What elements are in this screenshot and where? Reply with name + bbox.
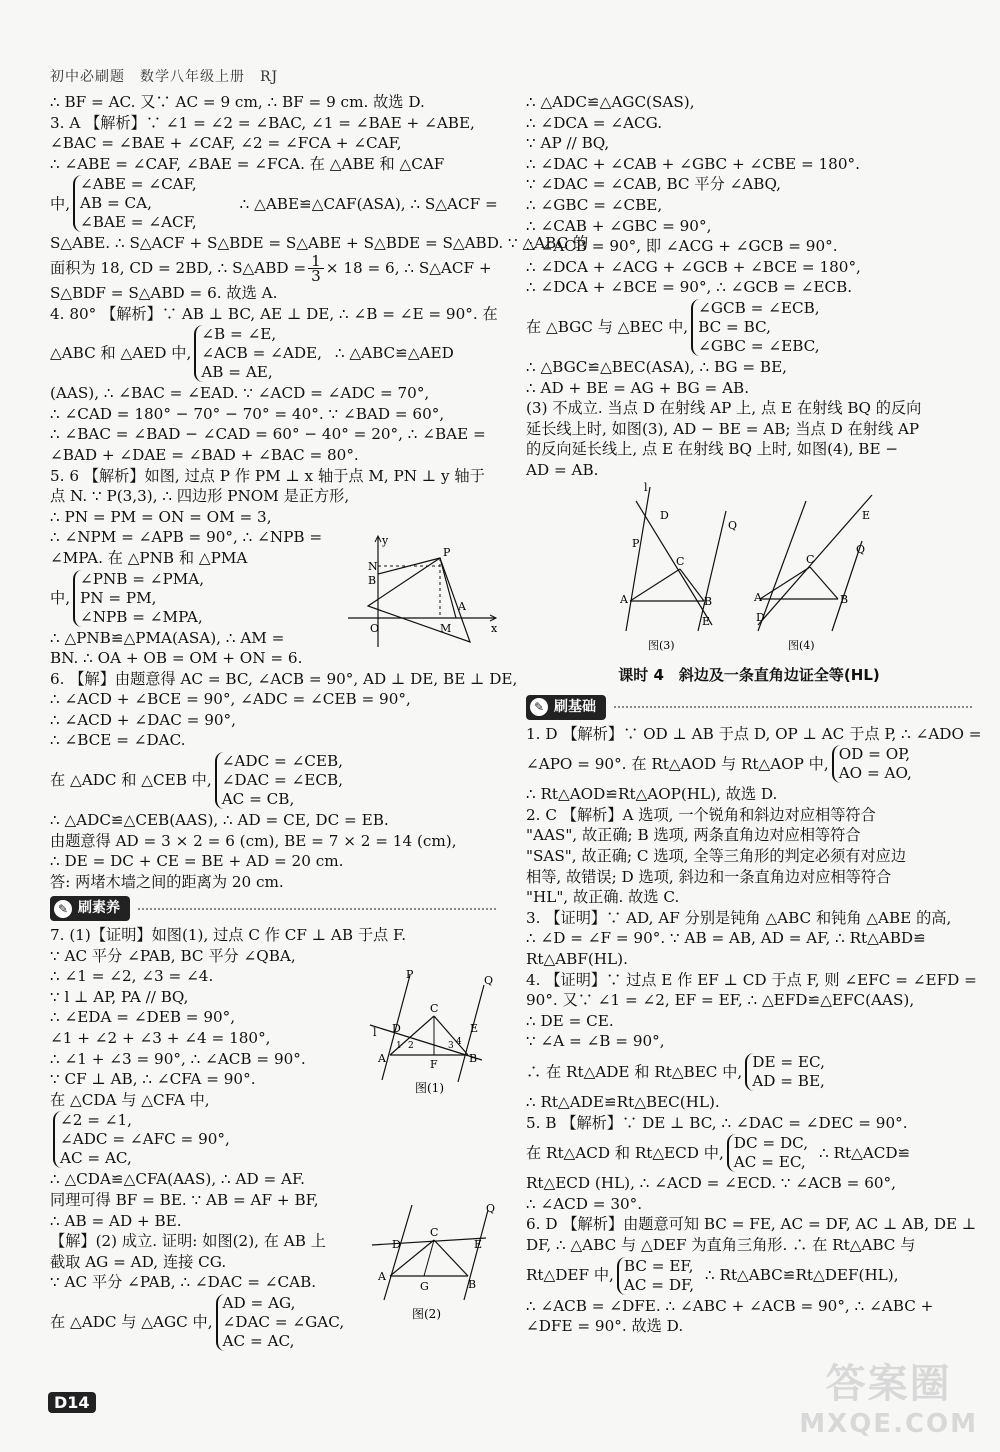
equation-system xyxy=(745,1053,825,1091)
system-row: ∠NPB = ∠MPA, xyxy=(80,607,203,626)
text-line: ∴ AD + BE = AG + BG = AB. xyxy=(526,378,750,397)
text-line: ∴ Rt△AOD≌Rt△AOP(HL), 故选 D. xyxy=(526,785,778,804)
text-line: ∴ Rt△ADE≌Rt△BEC(HL). xyxy=(526,1093,720,1111)
system-row: AD = BE, xyxy=(752,1072,825,1090)
text-line: 1. D 【解析】∵ OD ⊥ AB 于点 D, OP ⊥ AC 于点 P, ∴ ∠ADO = xyxy=(526,724,982,743)
label-d: D xyxy=(660,508,669,522)
equation-system-line xyxy=(50,1110,496,1169)
equation-system xyxy=(832,745,912,783)
text-line: 90°. 又∵ ∠1 = ∠2, EF = EF, ∴ △EFD≌△EFC(AAS), xyxy=(526,991,915,1010)
fraction-numerator: 1 xyxy=(308,254,324,269)
text-line: 6. 【解】由题意得 AC = BC, ∠ACB = 90°, AD ⊥ DE, BE ⊥ DE, xyxy=(50,669,518,688)
text-line: ∴ ∠DAC + ∠CAB + ∠GBC + ∠CBE = 180°. xyxy=(526,154,860,173)
figure-4 xyxy=(753,495,872,652)
label-y: y xyxy=(382,534,389,547)
figure-3 xyxy=(619,481,737,652)
label-d: D xyxy=(392,1238,401,1251)
text-line: ∵ l ⊥ AP, PA // BQ, xyxy=(50,987,189,1006)
text-line: (3) 不成立. 当点 D 在射线 AP 上, 点 E 在射线 BQ 的反向 xyxy=(526,399,922,418)
system-row: AC = DF, xyxy=(623,1275,695,1294)
label-b: B xyxy=(840,592,849,606)
text-fragment: ∴ △ABC≌△AED xyxy=(334,344,454,363)
label-f: F xyxy=(430,1058,438,1071)
label-a: A xyxy=(620,592,628,606)
label-b: B xyxy=(468,1278,477,1291)
system-row: ∠ADC = ∠CEB, xyxy=(221,752,343,771)
section-banner xyxy=(526,695,606,720)
text-line: ∴ ∠D = ∠F = 90°. ∵ AB = AB, AD = AF, ∴ Rt△ABD≌ xyxy=(526,929,926,948)
text-line: "AAS", 故正确; B 选项, 两条直角边对应相等符合 xyxy=(526,826,861,845)
label-l: l xyxy=(644,480,648,494)
label-q: Q xyxy=(728,518,738,532)
equation-system xyxy=(194,325,322,382)
text-fragment: 面积为 18, CD = 2BD, ∴ S△ABD = xyxy=(50,259,307,278)
text-line: 点 N. ∵ P(3,3), ∴ 四边形 PNOM 是正方形, xyxy=(50,487,350,506)
label-e: E xyxy=(470,1022,479,1035)
system-row: AB = CA, xyxy=(80,194,152,213)
text-line: ∴ △ADC≌△CEB(AAS), ∴ AD = CE, DC = EB. xyxy=(50,811,389,830)
equation-system-line xyxy=(50,324,496,383)
text-line: ∴ ∠DCA = ∠ACG. xyxy=(526,113,663,132)
text-line: 3. 【证明】∵ AD, AF 分别是钝角 △ABC 和钝角 △ABE 的高, xyxy=(526,908,952,927)
text-fragment: ∴ 在 Rt△ADE 和 Rt△BEC 中, xyxy=(526,1062,743,1081)
text-line: ∴ ∠CAD = 180° − 70° − 70° = 40°. ∵ ∠BAD = 60°, xyxy=(50,404,445,423)
running-header: 初中必刷题 数学八年级上册 RJ xyxy=(50,69,279,85)
text-line: ∴ ∠ACD + ∠BCE = 90°, ∠ADC = ∠CEB = 90°, xyxy=(50,690,411,709)
equation-system xyxy=(73,570,204,627)
label-q: Q xyxy=(484,974,494,987)
text-fragment: ∠APO = 90°. 在 Rt△AOD 与 Rt△AOP 中, xyxy=(526,754,829,773)
equation-system xyxy=(216,1294,345,1351)
system-row: ∠PNB = ∠PMA, xyxy=(80,569,205,588)
text-line: ∴ ∠EDA = ∠DEB = 90°, xyxy=(50,1008,236,1027)
label-a: A xyxy=(378,1052,386,1065)
pencil-icon: ✎ xyxy=(530,698,548,716)
text-line: ∴ AB = AD + BE. xyxy=(50,1211,182,1230)
text-line: 同理可得 BF = BE. ∵ AB = AF + BF, xyxy=(50,1190,319,1209)
text-line: ∴ ∠ABE = ∠CAF, ∠BAE = ∠FCA. 在 △ABE 和 △CAF xyxy=(50,154,445,173)
equation-system xyxy=(727,1134,808,1172)
system-row: OD = OP, xyxy=(838,745,911,764)
label-a: A xyxy=(458,600,466,613)
label-e: E xyxy=(474,1238,483,1251)
system-row: AB = AE, xyxy=(201,363,273,382)
text-line: ∠MPA. 在 △PNB 和 △PMA xyxy=(50,548,248,567)
label-p: P xyxy=(406,968,414,981)
equation-system-line xyxy=(526,1052,972,1092)
figure-2 xyxy=(372,1200,500,1328)
text-fragment: 在 △ADC 与 △AGC 中, xyxy=(50,1313,213,1332)
figure-1 xyxy=(370,970,500,1100)
text-fragment: △ABC 和 △AED 中, xyxy=(50,344,192,363)
text-line: ∴ ∠NPM = ∠APB = 90°, ∴ ∠NPB = xyxy=(50,528,323,547)
angle-1: 1 xyxy=(396,1041,402,1051)
watermark-url: MXQE.COM xyxy=(799,1409,978,1439)
label-m: M xyxy=(440,622,452,635)
text-line: ∴ ∠1 + ∠3 = 90°, ∴ ∠ACB = 90°. xyxy=(50,1049,306,1068)
system-prefix: 中, xyxy=(50,194,71,213)
label-n: N xyxy=(368,560,378,573)
text-line: ∴ △PNB≌△PMA(ASA), ∴ AM = xyxy=(50,628,285,647)
text-line: 由题意得 AD = 3 × 2 = 6 (cm), BE = 7 × 2 = 14 (cm), xyxy=(50,831,457,850)
text-line: ∴ ∠BCE = ∠DAC. xyxy=(50,731,186,750)
text-line: 5. 6 【解析】如图, 过点 P 作 PM ⊥ x 轴于点 M, PN ⊥ y 轴于 xyxy=(50,466,485,485)
text-line: ∴ ∠DCA + ∠ACG + ∠GCB + ∠BCE = 180°, xyxy=(526,257,861,276)
q5-coordinate-figure xyxy=(348,532,498,650)
text-fragment: 在 △BGC 与 △BEC 中, xyxy=(526,318,689,337)
system-row: PN = PM, xyxy=(80,588,157,607)
label-b: B xyxy=(469,1052,478,1065)
text-line: 相等, 故错误; D 选项, 斜边和一条直角边对应相等符合 xyxy=(526,867,892,886)
text-line: ∴ △CDA≌△CFA(AAS), ∴ AD = AF. xyxy=(50,1170,305,1189)
text-line: AD = AB. xyxy=(526,460,599,479)
text-line: (AAS), ∴ ∠BAC = ∠EAD. ∵ ∠ACD = ∠ADC = 70°, xyxy=(50,384,430,403)
text-line: Rt△ABF(HL). xyxy=(526,950,628,969)
equation-system-line xyxy=(526,1133,972,1173)
text-line: 2. C 【解析】A 选项, 一个锐角和斜边对应相等符合 xyxy=(526,805,876,824)
text-line: 延长线上时, 如图(3), AD − BE = AB; 当点 D 在射线 AP xyxy=(526,419,920,438)
text-line: 答: 两堵木墙之间的距离为 20 cm. xyxy=(50,872,284,891)
text-line: 【解】(2) 成立. 证明: 如图(2), 在 AB 上 xyxy=(50,1232,326,1251)
figure-caption: 图(1) xyxy=(415,1081,444,1095)
label-c: C xyxy=(430,1226,439,1239)
right-column xyxy=(526,92,982,1337)
equation-system-line xyxy=(50,751,496,810)
system-row: BC = BC, xyxy=(698,317,771,336)
figure-caption: 图(2) xyxy=(412,1307,441,1321)
angle-4: 4 xyxy=(456,1037,462,1047)
watermark xyxy=(799,1352,978,1439)
text-line: Rt△ECD (HL), ∴ ∠ACD = ∠ECD. ∵ ∠ACB = 60°, xyxy=(526,1174,896,1193)
text-line: ∠BAC = ∠BAE + ∠CAF, ∠2 = ∠FCA + ∠CAF, xyxy=(50,134,402,153)
system-row: DC = DC, xyxy=(733,1134,809,1153)
text-line: 4. 80° 【解析】∵ AB ⊥ BC, AE ⊥ DE, ∴ ∠B = ∠E = 90°. 在 xyxy=(50,304,498,323)
text-fragment: 中, xyxy=(50,588,71,607)
label-a: A xyxy=(754,590,762,604)
text-line: 5. B 【解析】∵ DE ⊥ BC, ∴ ∠DAC = ∠DEC = 90°. xyxy=(526,1113,908,1132)
text-line: S△BDF = S△ABD = 6. 故选 A. xyxy=(50,283,278,302)
angle-2: 2 xyxy=(408,1041,414,1051)
text-line: ∴ △ADC≌△AGC(SAS), xyxy=(526,93,695,111)
text-line: ∴ ∠ACB = 90°, 即 ∠ACG + ∠GCB = 90°. xyxy=(526,237,838,256)
system-row: ∠GBC = ∠EBC, xyxy=(698,336,820,355)
text-line: ∴ DE = CE. xyxy=(526,1011,614,1030)
equation-system xyxy=(617,1257,694,1295)
label-g: G xyxy=(420,1280,429,1293)
text-line: 在 △CDA 与 △CFA 中, xyxy=(50,1090,210,1109)
text-fragment: × 18 = 6, ∴ S△ACF + xyxy=(325,259,492,278)
text-line: ∵ AP // BQ, xyxy=(526,134,610,153)
text-line: BN. ∴ OA + OB = OM + ON = 6. xyxy=(50,649,303,668)
label-x: x xyxy=(491,622,498,635)
system-row: ∠ABE = ∠CAF, xyxy=(80,175,197,194)
dotted-divider xyxy=(614,706,972,708)
text-line: ∴ ∠1 = ∠2, ∠3 = ∠4. xyxy=(50,967,214,986)
text-fragment: ∴ Rt△ABC≌Rt△DEF(HL), xyxy=(705,1266,899,1285)
system-row: AC = CB, xyxy=(221,790,295,809)
text-line: 6. D 【解析】由题意可知 BC = FE, AC = DF, AC ⊥ AB, DE ⊥ xyxy=(526,1215,977,1234)
figure-caption: 图(3) xyxy=(648,638,675,652)
text-fragment: ∴ Rt△ACD≌ xyxy=(819,1143,911,1162)
section-banner-row xyxy=(50,892,496,925)
text-line: 7. (1)【证明】如图(1), 过点 C 作 CF ⊥ AB 于点 F. xyxy=(50,926,407,945)
figures-3-4 xyxy=(526,481,972,657)
label-d: D xyxy=(756,610,765,624)
fraction-line xyxy=(50,251,496,285)
equation-system xyxy=(691,299,819,356)
equation-system xyxy=(215,752,343,809)
pencil-icon: ✎ xyxy=(54,900,72,918)
text-line: 的反向延长线上, 点 E 在射线 BQ 上时, 如图(4), BE − xyxy=(526,440,899,459)
text-line: ∴ PN = PM = ON = OM = 3, xyxy=(50,507,272,526)
equation-system xyxy=(73,175,197,232)
label-b: B xyxy=(368,574,377,587)
system-row: ∠ADC = ∠AFC = 90°, xyxy=(60,1130,230,1149)
section-banner-row xyxy=(526,691,972,724)
label-p: P xyxy=(443,546,451,559)
system-row: ∠BAE = ∠ACF, xyxy=(80,213,197,232)
text-line: 3. A 【解析】∵ ∠1 = ∠2 = ∠BAC, ∠1 = ∠BAE + ∠ABE, xyxy=(50,113,475,132)
text-line: ∴ BF = AC. 又∵ AC = 9 cm, ∴ BF = 9 cm. 故选 D. xyxy=(50,93,425,111)
text-fragment: 在 △ADC 和 △CEB 中, xyxy=(50,771,212,790)
text-line: ∴ ∠ACD + ∠DAC = 90°, xyxy=(50,710,236,729)
system-row: ∠B = ∠E, xyxy=(201,325,277,344)
system-row: ∠DAC = ∠GAC, xyxy=(222,1312,345,1331)
page-number: D14 xyxy=(48,1392,96,1413)
system-row: ∠GCB = ∠ECB, xyxy=(698,298,820,317)
label-e: E xyxy=(702,614,711,628)
system-row: DE = EC, xyxy=(752,1053,825,1071)
text-line: "HL", 故正确. 故选 C. xyxy=(526,888,680,907)
text-line: ∴ ∠CAB + ∠GBC = 90°, xyxy=(526,216,712,235)
label-q: Q xyxy=(486,1202,496,1215)
text-line: 4. 【证明】∵ 过点 E 作 EF ⊥ CD 于点 F, 则 ∠EFC = ∠EFD = xyxy=(526,970,977,989)
system-row: AC = AC, xyxy=(60,1149,132,1168)
text-line: ∵ ∠DAC = ∠CAB, BC 平分 ∠ABQ, xyxy=(526,175,781,194)
system-row: AC = AC, xyxy=(222,1331,295,1350)
text-line: ∴ ∠ACB = ∠DFE. ∴ ∠ABC + ∠ACB = 90°, ∴ ∠ABC + xyxy=(526,1296,934,1315)
equation-system-line xyxy=(526,744,972,784)
equation-system xyxy=(53,1111,230,1168)
system-row: AO = AO, xyxy=(838,764,912,783)
text-line: ∵ AC 平分 ∠PAB, ∴ ∠DAC = ∠CAB. xyxy=(50,1273,317,1292)
text-line: 截取 AG = AD, 连接 CG. xyxy=(50,1252,227,1271)
label-o: O xyxy=(370,622,380,635)
watermark-logo-text: 答案圈 xyxy=(825,1361,952,1407)
system-row: ∠ACB = ∠ADE, xyxy=(201,344,322,363)
equation-system-line xyxy=(526,298,972,357)
figure-caption: 图(4) xyxy=(788,638,815,652)
text-line: ∵ ∠A = ∠B = 90°, xyxy=(526,1032,665,1051)
text-line: ∴ ∠BAC = ∠BAD − ∠CAD = 60° − 40° = 20°, ∴ ∠BAE = xyxy=(50,425,486,444)
system-row: AC = EC, xyxy=(733,1153,806,1172)
banner-label: 刷基础 xyxy=(554,699,596,716)
system-row: ∠DAC = ∠ECB, xyxy=(221,771,343,790)
system-row: AD = AG, xyxy=(222,1293,296,1312)
label-l: l xyxy=(373,1026,377,1039)
label-p: P xyxy=(632,536,640,550)
text-line: ∴ DE = DC + CE = BE + AD = 20 cm. xyxy=(50,852,344,871)
text-line: "SAS", 故正确; C 选项, 全等三角形的判定必须有对应边 xyxy=(526,847,907,866)
text-line: ∠BAD + ∠DAE = ∠BAD + ∠BAC = 80°. xyxy=(50,445,359,464)
label-a: A xyxy=(378,1270,386,1283)
text-line: ∴ ∠GBC = ∠CBE, xyxy=(526,195,663,214)
angle-3: 3 xyxy=(448,1041,454,1051)
text-line: ∠1 + ∠2 + ∠3 + ∠4 = 180°, xyxy=(50,1029,271,1047)
equation-system-line xyxy=(50,174,496,233)
lesson-title: 课时 4 斜边及一条直角边证全等(HL) xyxy=(618,665,880,684)
label-c: C xyxy=(430,1002,439,1015)
label-b: B xyxy=(704,594,713,608)
text-line: S△ABE. ∴ S△ACF + S△BDE = S△ABE + S△BDE = S△ABD. ∵ △ABC 的 xyxy=(50,234,589,253)
text-fragment: 在 Rt△ACD 和 Rt△ECD 中, xyxy=(526,1143,724,1162)
system-row: BC = EF, xyxy=(623,1256,694,1275)
text-line: DF, ∴ △ABC 与 △DEF 为直角三角形. ∴ 在 Rt△ABC 与 xyxy=(526,1235,916,1254)
section-banner xyxy=(50,896,130,921)
system-row: ∠2 = ∠1, xyxy=(60,1111,132,1130)
text-line: ∴ ∠ACD = 30°. xyxy=(526,1194,643,1213)
label-q: Q xyxy=(856,542,866,556)
text-line: ∵ CF ⊥ AB, ∴ ∠CFA = 90°. xyxy=(50,1070,256,1089)
text-line: ∴ ∠DCA + ∠BCE = 90°, ∴ ∠GCB = ∠ECB. xyxy=(526,278,853,297)
label-e: E xyxy=(862,508,871,522)
fraction-denominator: 3 xyxy=(311,266,321,285)
label-d: D xyxy=(392,1022,401,1035)
label-c: C xyxy=(806,552,815,566)
text-line: ∠DFE = 90°. 故选 D. xyxy=(526,1317,684,1336)
text-line: ∴ △BGC≌△BEC(ASA), ∴ BG = BE, xyxy=(526,357,788,376)
text-line: ∵ AC 平分 ∠PAB, BC 平分 ∠QBA, xyxy=(50,946,296,965)
text-fragment: ∴ △ABE≌△CAF(ASA), ∴ S△ACF = xyxy=(239,194,498,213)
banner-label: 刷素养 xyxy=(78,900,120,917)
dotted-divider xyxy=(138,908,496,910)
label-c: C xyxy=(676,554,685,568)
text-fragment: Rt△DEF 中, xyxy=(526,1266,614,1285)
equation-system-line xyxy=(526,1256,972,1296)
fraction xyxy=(308,251,324,285)
